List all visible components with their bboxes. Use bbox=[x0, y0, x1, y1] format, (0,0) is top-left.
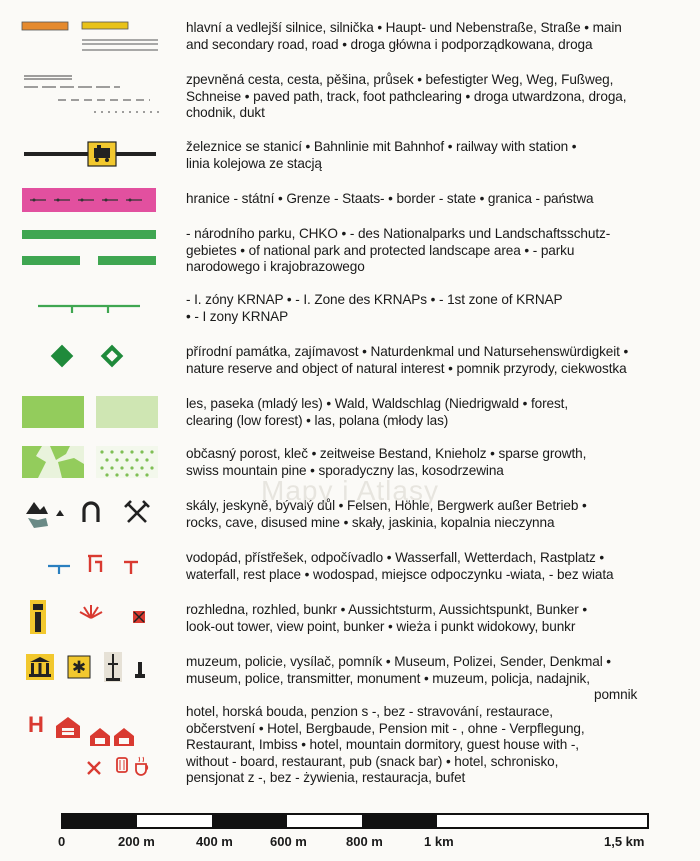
view-point-icon bbox=[80, 605, 102, 618]
legend-text-line: zpevněná cesta, cesta, pěšina, průsek • befestigter Weg, Weg, Fußweg, bbox=[186, 72, 614, 87]
scale-labels bbox=[0, 834, 700, 854]
main-road-icon bbox=[22, 22, 68, 30]
forest-symbols bbox=[0, 390, 180, 434]
legend-text-line: look-out tower, view point, bunker • wieża i punkt widokowy, bunkr bbox=[186, 618, 576, 634]
legend-text-line: Restaurant, Imbiss • hotel, mountain dormitory, guest house with -, bbox=[186, 737, 579, 752]
secondary-road-icon bbox=[82, 22, 128, 29]
transmitter-icon bbox=[104, 652, 122, 682]
guest-house-board-icon bbox=[90, 728, 110, 746]
waterfall-symbols bbox=[0, 544, 180, 588]
legend-text-line: - národního parku, CHKO • - des Nationalparks und Landschaftsschutz- bbox=[186, 226, 611, 241]
legend-row-railway bbox=[0, 134, 700, 178]
sparse-growth-icon bbox=[22, 446, 84, 478]
restaurant-icon bbox=[88, 762, 100, 774]
guest-house-icon bbox=[114, 728, 134, 746]
legend-text-line: hotel, horská bouda, penzion s -, bez - stravování, restaurace, bbox=[186, 704, 553, 719]
natural-interest-icon bbox=[101, 345, 124, 368]
legend-text-line: linia kolejowa ze stacją bbox=[186, 155, 322, 171]
legend-text-line: rocks, cave, disused mine • skały, jaskinia, kopalnia nieczynna bbox=[186, 514, 555, 530]
bunker-icon bbox=[133, 611, 145, 623]
police-icon bbox=[68, 656, 90, 678]
legend-text-line: občasný porost, kleč • zeitweise Bestand, Knieholz • sparse growth, bbox=[186, 446, 587, 461]
road-icon bbox=[82, 40, 158, 44]
watermark: Mapy i Atlasy bbox=[261, 475, 439, 506]
path-symbols bbox=[0, 68, 180, 126]
lookout-symbols bbox=[0, 596, 180, 640]
nature-symbols bbox=[0, 340, 180, 382]
scale-label: 0 bbox=[58, 834, 66, 849]
legend-text-line: občerstvení • Hotel, Bergbaude, Pension mit - , ohne - Verpflegung, bbox=[186, 720, 585, 736]
legend-row-museum bbox=[0, 648, 700, 704]
forest-icon bbox=[22, 396, 84, 428]
legend-text-line: skály, jeskyně, bývalý důl • Felsen, Höhle, Bergwerk außer Betrieb • bbox=[186, 498, 587, 513]
legend-text-line: hranice - státní • Grenze - Staats- • border - state • granica - państwa bbox=[186, 191, 594, 206]
monument-icon bbox=[135, 662, 145, 678]
legend-text-line: přírodní památka, zajímavost • Naturdenkmal und Natursehenswürdigkeit • bbox=[186, 344, 629, 359]
legend-row-nature bbox=[0, 340, 700, 382]
museum-icon bbox=[26, 654, 54, 680]
legend-text-line: Schneise • paved path, track, foot pathclearing • droga utwardzona, droga, bbox=[186, 88, 627, 104]
scale-label: 1,5 km bbox=[604, 834, 645, 849]
scale-segment bbox=[62, 814, 137, 828]
pub-icon bbox=[117, 758, 127, 772]
legend-row-national-park bbox=[0, 222, 700, 280]
protected-area-border-icon bbox=[22, 256, 80, 265]
railway-symbols bbox=[0, 134, 180, 178]
legend-row-zone bbox=[0, 288, 700, 330]
legend-text-line: vodopád, přístřešek, odpočívadlo • Wasserfall, Wetterdach, Rastplatz • bbox=[186, 550, 605, 565]
mountain-pine-icon bbox=[96, 446, 158, 478]
scale-label: 200 m bbox=[118, 834, 155, 849]
waterfall-icon bbox=[48, 566, 70, 574]
legend-text-line: muzeum, policie, vysílač, pomník • Museum, Polizei, Sender, Denkmal • bbox=[186, 654, 611, 669]
legend-text-line: gebietes • of national park and protected landscape area • - parku bbox=[186, 242, 575, 258]
clearing-icon bbox=[96, 396, 158, 428]
legend-text-line: pensjonat z -, bez - żywienia, restauracja, bufet bbox=[186, 770, 466, 785]
hotel-icon: H bbox=[28, 712, 44, 737]
scale-segment bbox=[362, 814, 437, 828]
legend-text-line: les, paseka (mladý les) • Wald, Waldschlag (Niedrigwald • forest, bbox=[186, 396, 569, 411]
legend-text-line: železnice se stanicí • Bahnlinie mit Bahnhof • railway with station • bbox=[186, 139, 577, 154]
first-zone-border-icon bbox=[38, 306, 140, 313]
legend-text-line: narodowego i krajobrazowego bbox=[186, 259, 365, 274]
legend-row-border bbox=[0, 184, 700, 216]
legend-text-line: waterfall, rest place • wodospad, miejsce odpoczynku -wiata, - bez wiata bbox=[186, 566, 614, 582]
legend-row-lookout bbox=[0, 596, 700, 640]
legend-text-line: without - board, restaurant, pub (snack bar) • hotel, schronisko, bbox=[186, 753, 559, 769]
svg-text:✱: ✱ bbox=[71, 658, 87, 678]
rest-place-icon bbox=[124, 562, 138, 574]
nature-reserve-icon bbox=[51, 345, 74, 368]
legend-text-line: - I. zóny KRNAP • - I. Zone des KRNAPs • - 1st zone of KRNAP bbox=[186, 292, 563, 307]
legend-text-line: chodnik, dukt bbox=[186, 105, 265, 120]
railway-station-icon bbox=[88, 142, 116, 166]
border-symbols bbox=[0, 184, 180, 216]
legend-text-line: swiss mountain pine • sporadyczny las, kosodrzewina bbox=[186, 462, 504, 478]
legend-text-line: • - I zony KRNAP bbox=[186, 308, 289, 324]
legend-text-line: rozhledna, rozhled, bunkr • Aussichtsturm, Aussichtspunkt, Bunker • bbox=[186, 602, 588, 617]
national-park-symbols bbox=[0, 222, 180, 280]
paved-path-icon bbox=[24, 76, 72, 79]
mountain-dormitory-icon bbox=[56, 717, 80, 738]
scale-segment bbox=[212, 814, 287, 828]
scale-label: 400 m bbox=[196, 834, 233, 849]
legend-text-line: hlavní a vedlejší silnice, silnička • Haupt- und Nebenstraße, Straße • main bbox=[186, 20, 622, 35]
legend-row-roads bbox=[0, 12, 700, 62]
scale-label: 600 m bbox=[270, 834, 307, 849]
zone-symbols bbox=[0, 288, 180, 330]
legend-text-line: and secondary road, road • droga główna i podporządkowana, droga bbox=[186, 36, 593, 52]
legend-text-line: nature reserve and object of natural interest • pomnik przyrody, ciekwostka bbox=[186, 360, 627, 376]
hotel-symbols bbox=[0, 704, 180, 790]
road-symbols bbox=[0, 12, 180, 62]
scale-bar bbox=[0, 812, 700, 832]
legend-row-waterfall bbox=[0, 544, 700, 588]
shelter-icon bbox=[88, 556, 102, 572]
legend-text-line: clearing (low forest) • las, polana (młody las) bbox=[186, 412, 449, 428]
legend-text-line: museum, police, transmitter, monument • muzeum, policja, nadajnik, bbox=[186, 670, 590, 686]
museum-symbols bbox=[0, 648, 180, 704]
scale-label: 800 m bbox=[346, 834, 383, 849]
national-park-border-icon bbox=[22, 230, 156, 239]
legend-row-paths bbox=[0, 68, 700, 126]
legend-row-forest bbox=[0, 390, 700, 434]
snack-bar-icon bbox=[136, 757, 147, 775]
legend-text-line: pomnik bbox=[594, 687, 638, 702]
lookout-tower-icon bbox=[30, 600, 46, 634]
scale-label: 1 km bbox=[424, 834, 454, 849]
legend-row-hotels bbox=[0, 704, 700, 790]
